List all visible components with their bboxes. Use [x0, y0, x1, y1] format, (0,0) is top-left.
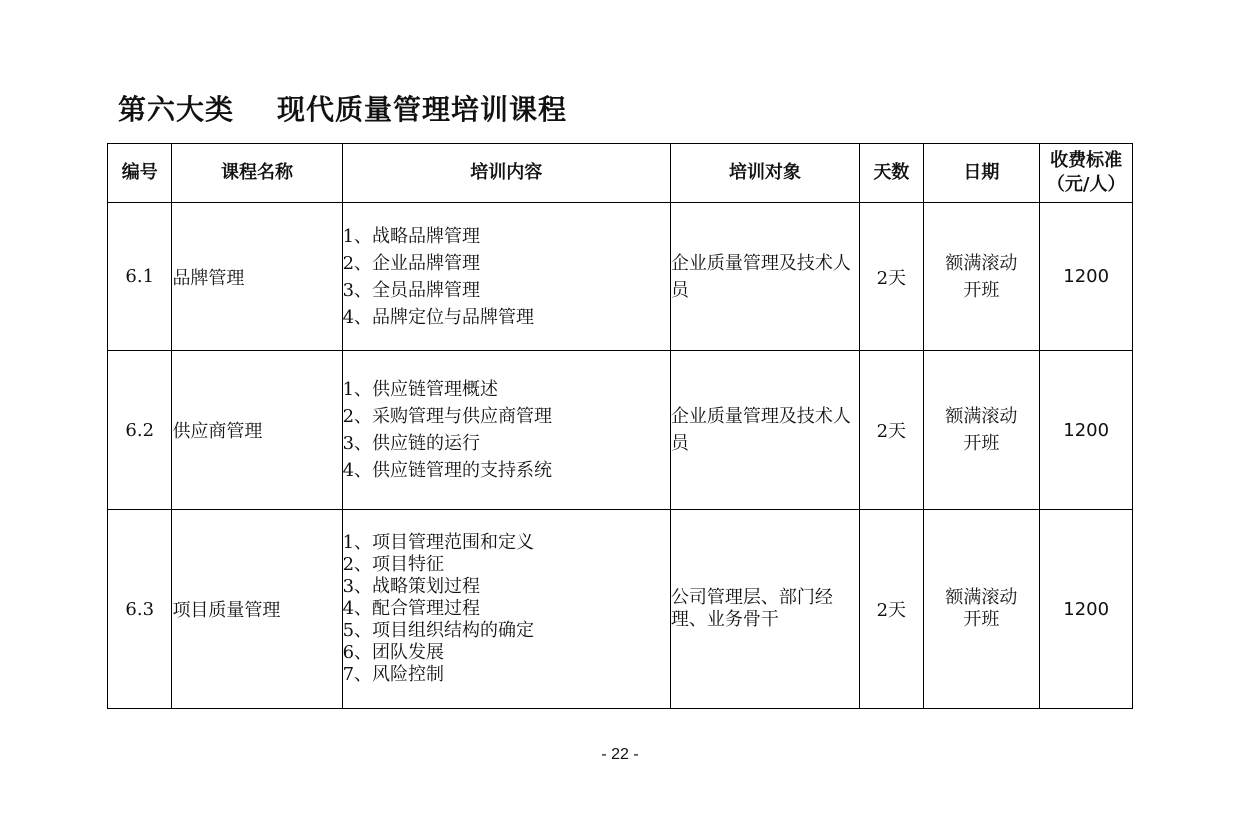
table-row [108, 351, 1133, 510]
course-name: 项目质量管理 [172, 510, 342, 709]
course-fee: 1200 [1040, 510, 1133, 709]
course-date [923, 510, 1040, 709]
content-line: 5、项目组织结构的确定 [342, 620, 535, 641]
content-line: 3、供应链的运行 [342, 433, 481, 454]
content-line: 4、供应链管理的支持系统 [342, 460, 553, 481]
course-target: 企业质量管理及技术人员 [670, 351, 859, 510]
course-fee: 1200 [1040, 203, 1133, 351]
content-line: 4、品牌定位与品牌管理 [342, 306, 535, 328]
header-name: 课程名称 [172, 144, 342, 203]
course-target: 企业质量管理及技术人员 [670, 203, 859, 351]
course-days: 2天 [860, 203, 923, 351]
header-fee [1040, 144, 1133, 203]
course-days: 2天 [860, 351, 923, 510]
header-fee-line2: （元/人） [1046, 174, 1126, 195]
course-content [342, 351, 670, 510]
header-content: 培训内容 [342, 144, 670, 203]
content-line: 2、项目特征 [342, 554, 445, 575]
content-line: 1、项目管理范围和定义 [342, 532, 535, 553]
course-name: 品牌管理 [172, 203, 342, 351]
course-name: 供应商管理 [172, 351, 342, 510]
content-line: 1、战略品牌管理 [342, 225, 481, 247]
course-table [107, 143, 1133, 709]
content-line: 6、团队发展 [342, 642, 445, 663]
table-row [108, 510, 1133, 709]
page-title: 第六大类 现代质量管理培训课程 [118, 93, 567, 126]
content-line: 3、全员品牌管理 [342, 279, 481, 301]
content-line: 2、采购管理与供应商管理 [342, 406, 553, 427]
header-id: 编号 [108, 144, 172, 203]
table-header-row [108, 144, 1133, 203]
course-content [342, 510, 670, 709]
date-text: 额满滚动开班 [945, 406, 1018, 454]
course-days: 2天 [860, 510, 923, 709]
course-id: 6.3 [108, 510, 172, 709]
content-line: 1、供应链管理概述 [342, 379, 499, 400]
content-line: 4、配合管理过程 [342, 598, 481, 619]
header-fee-line1: 收费标准 [1050, 150, 1123, 171]
course-id: 6.2 [108, 351, 172, 510]
course-date [923, 351, 1040, 510]
date-text: 额满滚动开班 [945, 587, 1018, 630]
course-target: 公司管理层、部门经理、业务骨干 [670, 510, 859, 709]
header-days: 天数 [860, 144, 923, 203]
date-text: 额满滚动开班 [945, 252, 1018, 301]
course-fee: 1200 [1040, 351, 1133, 510]
header-date: 日期 [923, 144, 1040, 203]
course-date [923, 203, 1040, 351]
content-line: 3、战略策划过程 [342, 576, 481, 597]
content-line: 2、企业品牌管理 [342, 252, 481, 274]
course-id: 6.1 [108, 203, 172, 351]
table-row [108, 203, 1133, 351]
header-target: 培训对象 [670, 144, 859, 203]
content-line: 7、风险控制 [342, 664, 445, 685]
page-number: - 22 - [601, 746, 639, 763]
course-content [342, 203, 670, 351]
